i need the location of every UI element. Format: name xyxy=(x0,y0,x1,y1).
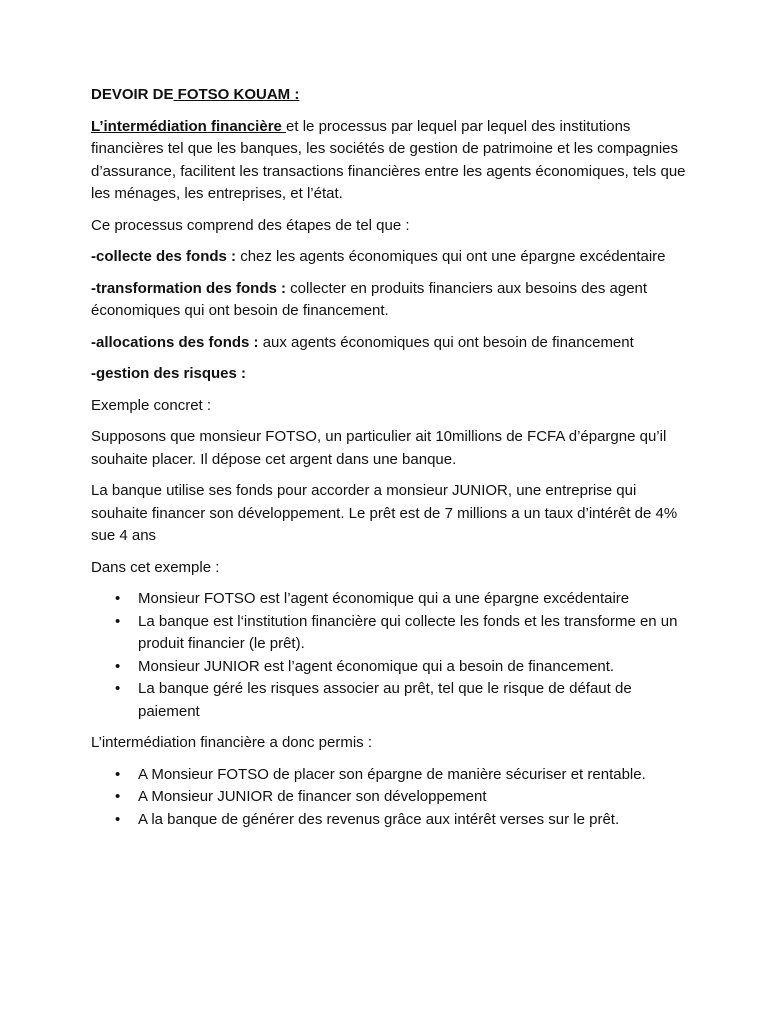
step-gestion xyxy=(91,363,691,386)
list-item: • Monsieur JUNIOR est l’agent économique qui a besoin de financement. xyxy=(138,656,691,679)
document-page xyxy=(91,84,691,840)
step-text: collecter en produits financiers aux besoins des agent économiques qui ont besoin de financement. xyxy=(91,279,648,319)
list-item: • A Monsieur JUNIOR de financer son développement xyxy=(138,786,691,809)
in-example-list xyxy=(91,588,691,723)
step-label: -collecte des fonds : xyxy=(91,248,237,265)
intro-paragraph xyxy=(91,116,691,206)
list-item: • La banque géré les risques associer au prêt, tel que le risque de défaut de paiement xyxy=(138,678,691,723)
title-prefix: DEVOIR DE xyxy=(91,86,174,103)
example-heading: Exemple concret : xyxy=(91,396,212,414)
in-example-heading: Dans cet exemple : xyxy=(91,558,220,576)
conclusion-list xyxy=(91,764,691,832)
step-transformation xyxy=(91,278,691,323)
list-item: • A la banque de générer des revenus grâce aux intérêt verses sur le prêt. xyxy=(138,809,691,832)
step-label: -gestion des risques : xyxy=(91,365,247,382)
step-allocations xyxy=(91,332,691,355)
step-text: chez les agents économiques qui ont une épargne excédentaire xyxy=(236,248,666,265)
steps-intro: Ce processus comprend des étapes de tel que : xyxy=(91,216,410,234)
intro-text: et le processus par lequel par lequel des institutions financières tel que les banques, les sociétés de gestion de patrimoine et les compagnies d’assurance, facilitent les transactions financières entre les agents économiques, tels que les ménages, les entreprises, et l’état. xyxy=(91,117,686,202)
list-item: • A Monsieur FOTSO de placer son épargne de manière sécuriser et rentable. xyxy=(138,764,691,787)
step-label: -allocations des fonds : xyxy=(91,333,259,351)
conclusion-heading: L’intermédiation financière a donc permis : xyxy=(91,734,372,751)
example-paragraph-2: La banque utilise ses fonds pour accorder a monsieur JUNIOR, une entreprise qui souhaite financer son développement. Le prêt est de 7 millions a un taux d’intérêt de 4% sue 4 ans xyxy=(91,482,678,544)
example-paragraph-1: Supposons que monsieur FOTSO, un particulier ait 10millions de FCFA d’épargne qu’il souhaite placer. Il dépose cet argent dans une banque. xyxy=(91,428,667,468)
step-collecte xyxy=(91,246,691,269)
step-text: aux agents économiques qui ont besoin de financement xyxy=(258,333,634,351)
step-label: -transformation des fonds : xyxy=(91,279,287,297)
document-title xyxy=(91,84,691,107)
title-name: FOTSO KOUAM : xyxy=(173,86,300,103)
intro-term: L’intermédiation financière xyxy=(91,117,287,135)
list-item: • Monsieur FOTSO est l’agent économique qui a une épargne excédentaire xyxy=(138,588,691,611)
list-item: • La banque est l‘institution financière qui collecte les fonds et les transforme en un produit financier (le prêt). xyxy=(138,611,691,656)
